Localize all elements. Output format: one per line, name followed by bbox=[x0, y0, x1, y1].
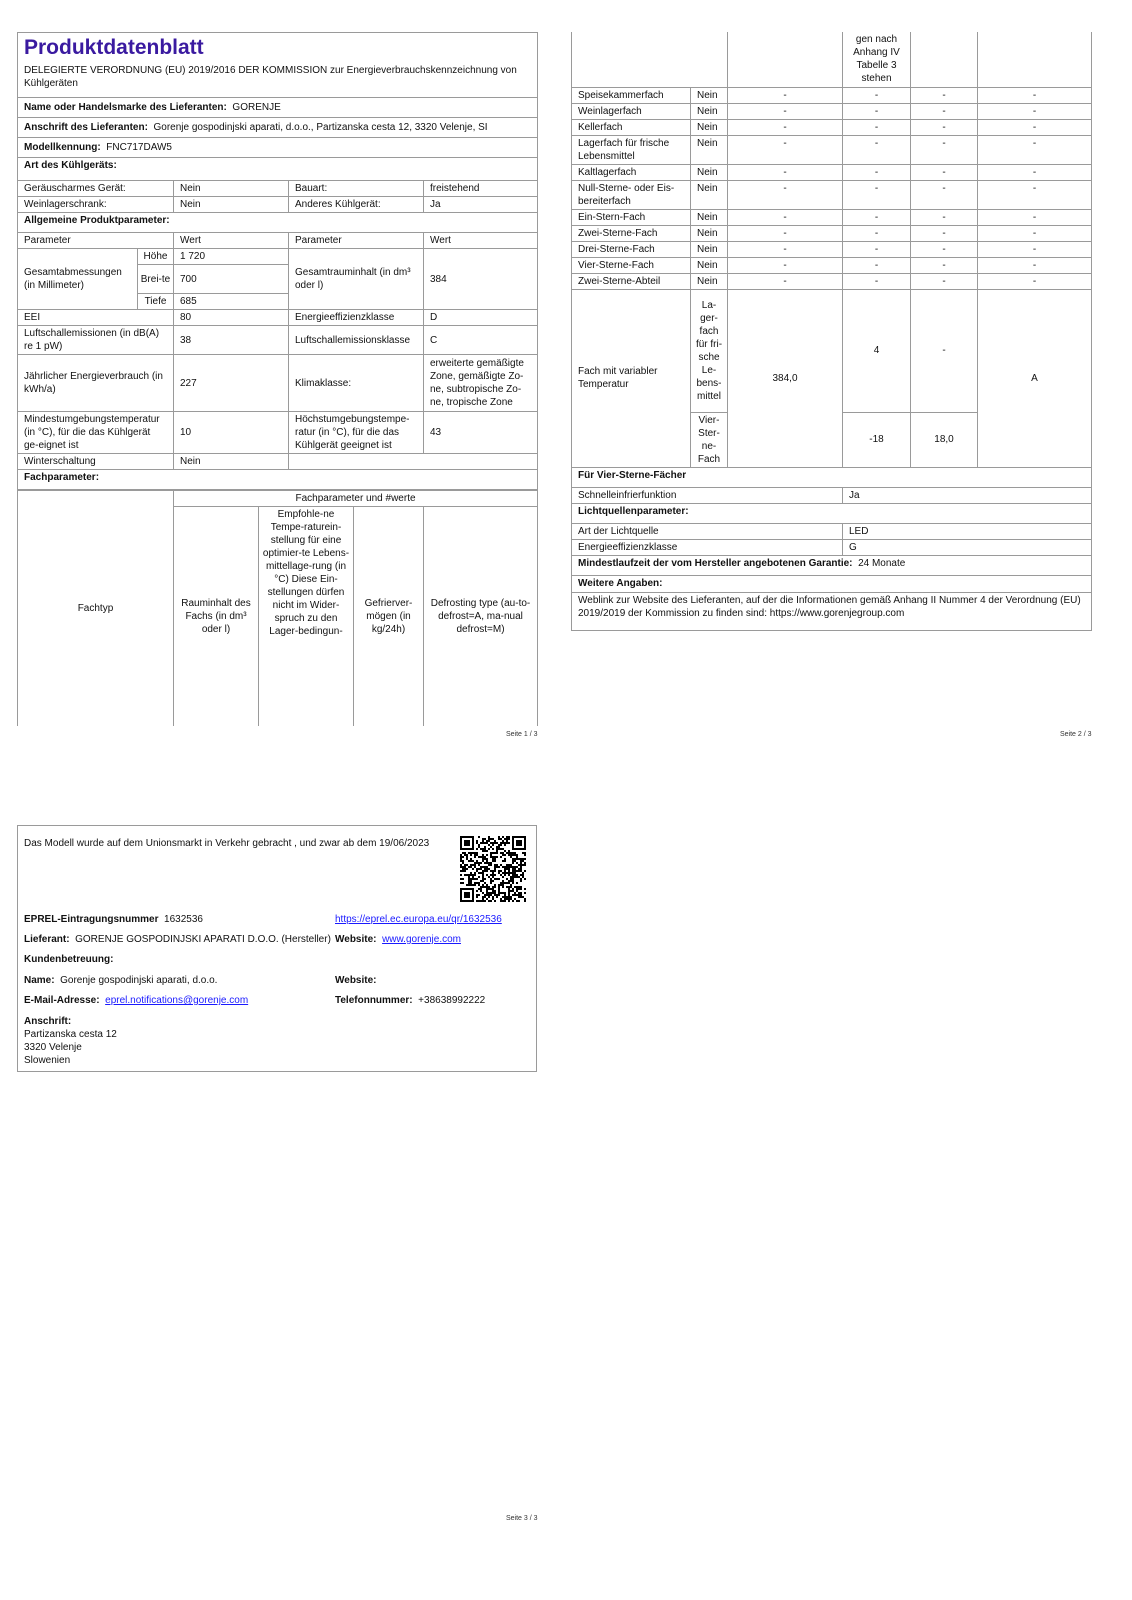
noise-value: 38 bbox=[174, 326, 289, 355]
section-compartment-params: Fachparameter: bbox=[18, 470, 538, 490]
fachtyp-header: Fachtyp bbox=[18, 491, 174, 726]
empty-cell bbox=[978, 32, 1092, 87]
climate-class-label: Klimaklasse: bbox=[289, 355, 424, 412]
website-link[interactable]: www.gorenje.com bbox=[382, 934, 461, 945]
cell-value: freistehend bbox=[424, 181, 538, 197]
compartment-volume: - bbox=[728, 180, 843, 209]
fast-freeze-value: Ja bbox=[843, 487, 1092, 503]
compartment-present: Nein bbox=[691, 164, 728, 180]
winter-switch-label: Winterschaltung bbox=[18, 454, 174, 470]
volume-header: Rauminhalt des Fachs (in dm³ oder l) bbox=[174, 507, 259, 726]
compartment-name: Speisekammerfach bbox=[572, 87, 691, 103]
mode1-temp: 4 bbox=[843, 289, 911, 412]
compartment-volume: - bbox=[728, 135, 843, 164]
mode-fresh-food: La-ger-fach für fri-sche Le-bens-mittel bbox=[691, 289, 728, 412]
page-number: Seite 1 / 3 bbox=[506, 731, 538, 738]
compartment-freezing: - bbox=[911, 119, 978, 135]
compartment-row bbox=[572, 103, 1092, 119]
recommended-temp-header-continued: gen nach Anhang IV Tabelle 3 stehen bbox=[843, 32, 911, 87]
cell-label: Bauart: bbox=[289, 181, 424, 197]
compartment-present: Nein bbox=[691, 273, 728, 289]
compartment-freezing: - bbox=[911, 257, 978, 273]
compartment-name: Zwei-Sterne-Abteil bbox=[572, 273, 691, 289]
compartment-defrost: - bbox=[978, 103, 1092, 119]
address-value: Gorenje gospodinjski aparati, d.o.o., Partizanska cesta 12, 3320 Velenje, SI bbox=[153, 122, 488, 133]
compartment-name: Vier-Sterne-Fach bbox=[572, 257, 691, 273]
eei-value: 80 bbox=[174, 310, 289, 326]
section-general-params: Allgemeine Produktparameter: bbox=[18, 213, 538, 233]
address-line: 3320 Velenje bbox=[24, 1042, 82, 1053]
light-type-value: LED bbox=[843, 523, 1092, 539]
eprel-value: 1632536 bbox=[164, 914, 203, 925]
eprel-link[interactable]: https://eprel.ec.europa.eu/qr/1632536 bbox=[335, 914, 502, 925]
empty-cell bbox=[572, 32, 728, 87]
column-header: Wert bbox=[174, 233, 289, 249]
product-datasheet-table bbox=[17, 32, 538, 490]
compartment-row bbox=[572, 273, 1092, 289]
compartment-freezing: - bbox=[911, 241, 978, 257]
page-3 bbox=[17, 825, 537, 1072]
market-date-text: Das Modell wurde auf dem Unionsmarkt in Verkehr gebracht , und zwar ab dem 19/06/2023 bbox=[24, 838, 430, 849]
cell-label: Weinlagerschrank: bbox=[18, 197, 174, 213]
compartment-defrost: - bbox=[978, 273, 1092, 289]
compartment-freezing: - bbox=[911, 87, 978, 103]
annual-energy-value: 227 bbox=[174, 355, 289, 412]
column-header: Parameter bbox=[18, 233, 174, 249]
warranty-label: Mindestlaufzeit der vom Hersteller angebotenen Garantie: bbox=[578, 557, 853, 569]
variable-volume-value: 384,0 bbox=[728, 289, 843, 467]
supplier-label: Lieferant: bbox=[24, 934, 70, 945]
mode2-temp: -18 bbox=[843, 412, 911, 467]
cell-value: Nein bbox=[174, 197, 289, 213]
compartment-row bbox=[572, 87, 1092, 103]
height-value: 1 720 bbox=[174, 249, 289, 265]
cell-label: Geräuscharmes Gerät: bbox=[18, 181, 174, 197]
compartment-name: Zwei-Sterne-Fach bbox=[572, 225, 691, 241]
compartment-name: Ein-Stern-Fach bbox=[572, 209, 691, 225]
compartment-volume: - bbox=[728, 209, 843, 225]
website-label: Website: bbox=[335, 934, 377, 945]
compartment-volume: - bbox=[728, 241, 843, 257]
section-four-star: Für Vier-Sterne-Fächer bbox=[572, 467, 1092, 487]
total-volume-value: 384 bbox=[424, 249, 538, 310]
compartment-name: Kellerfach bbox=[572, 119, 691, 135]
compartment-row bbox=[572, 119, 1092, 135]
address-label: Anschrift des Lieferanten: bbox=[24, 122, 148, 133]
compartment-row bbox=[572, 241, 1092, 257]
winter-switch-value: Nein bbox=[174, 454, 289, 470]
compartment-temp: - bbox=[843, 119, 911, 135]
column-header: Wert bbox=[424, 233, 538, 249]
page-1 bbox=[17, 32, 537, 726]
compartment-freezing: - bbox=[911, 135, 978, 164]
compartment-group-header: Fachparameter und #werte bbox=[174, 491, 538, 507]
compartment-freezing: - bbox=[911, 164, 978, 180]
compartment-present: Nein bbox=[691, 87, 728, 103]
max-temp-value: 43 bbox=[424, 412, 538, 454]
compartment-defrost: - bbox=[978, 164, 1092, 180]
compartment-freezing: - bbox=[911, 103, 978, 119]
compartment-table-header bbox=[17, 490, 538, 726]
email-link[interactable]: eprel.notifications@gorenje.com bbox=[105, 995, 249, 1006]
compartment-present: Nein bbox=[691, 119, 728, 135]
compartment-row bbox=[572, 135, 1092, 164]
noise-label: Luftschallemissionen (in dB(A) re 1 pW) bbox=[18, 326, 174, 355]
compartment-temp: - bbox=[843, 241, 911, 257]
compartment-present: Nein bbox=[691, 225, 728, 241]
compartment-volume: - bbox=[728, 225, 843, 241]
compartment-name: Weinlagerfach bbox=[572, 103, 691, 119]
warranty-value: 24 Monate bbox=[858, 557, 906, 569]
compartment-temp: - bbox=[843, 103, 911, 119]
compartment-present: Nein bbox=[691, 103, 728, 119]
light-class-value: G bbox=[843, 539, 1092, 555]
compartment-temp: - bbox=[843, 87, 911, 103]
section-light-source: Lichtquellenparameter: bbox=[572, 503, 1092, 523]
compartment-present: Nein bbox=[691, 180, 728, 209]
max-temp-label: Höchstumgebungstempe-ratur (in °C), für die das Kühlgerät geeignet ist bbox=[289, 412, 424, 454]
cell-value: Nein bbox=[174, 181, 289, 197]
compartment-volume: - bbox=[728, 273, 843, 289]
compartment-volume: - bbox=[728, 119, 843, 135]
light-class-label: Energieeffizienzklasse bbox=[572, 539, 843, 555]
warranty-row bbox=[572, 555, 1092, 575]
compartment-present: Nein bbox=[691, 209, 728, 225]
compartment-defrost: - bbox=[978, 119, 1092, 135]
compartment-temp: - bbox=[843, 257, 911, 273]
compartment-row bbox=[572, 164, 1092, 180]
compartment-defrost: - bbox=[978, 180, 1092, 209]
annual-energy-label: Jährlicher Energieverbrauch (in kWh/a) bbox=[18, 355, 174, 412]
supplier-value: GORENJE GOSPODINJSKI APARATI D.O.O. (Hersteller) bbox=[75, 934, 331, 945]
noise-class-label: Luftschallemissionsklasse bbox=[289, 326, 424, 355]
mode-four-star: Vier-Ster-ne-Fach bbox=[691, 412, 728, 467]
regulation-subtitle: DELEGIERTE VERORDNUNG (EU) 2019/2016 DER KOMMISSION zur Energieverbrauchskennzeichnung von Kühlgeräten bbox=[18, 63, 538, 98]
compartment-row bbox=[572, 257, 1092, 273]
compartment-freezing: - bbox=[911, 209, 978, 225]
mode1-freezing: - bbox=[911, 289, 978, 412]
depth-label: Tiefe bbox=[138, 294, 174, 310]
compartment-volume: - bbox=[728, 257, 843, 273]
compartment-volume: - bbox=[728, 103, 843, 119]
supplier-label: Name oder Handelsmarke des Lieferanten: bbox=[24, 102, 227, 113]
min-temp-label: Mindestumgebungstemperatur (in °C), für die das Kühlgerät ge-eignet ist bbox=[18, 412, 174, 454]
compartment-present: Nein bbox=[691, 241, 728, 257]
compartment-table bbox=[571, 32, 1092, 631]
phone-label: Telefonnummer: bbox=[335, 995, 413, 1006]
compartment-volume: - bbox=[728, 164, 843, 180]
compartment-present: Nein bbox=[691, 135, 728, 164]
compartment-defrost: - bbox=[978, 241, 1092, 257]
compartment-freezing: - bbox=[911, 180, 978, 209]
energy-class-value: D bbox=[424, 310, 538, 326]
empty-cell bbox=[728, 32, 843, 87]
address-line: Slowenien bbox=[24, 1055, 71, 1066]
min-temp-value: 10 bbox=[174, 412, 289, 454]
energy-class-label: Energieeffizienzklasse bbox=[289, 310, 424, 326]
page-title: Produktdatenblatt bbox=[24, 35, 204, 59]
fast-freeze-label: Schnelleinfrierfunktion bbox=[572, 487, 843, 503]
section-more-info: Weitere Angaben: bbox=[572, 575, 1092, 592]
supplier-value: GORENJE bbox=[232, 102, 281, 113]
supplier-name-row bbox=[18, 98, 538, 118]
supplier-address-row bbox=[18, 118, 538, 138]
compartment-row bbox=[572, 225, 1092, 241]
name-label: Name: bbox=[24, 975, 55, 986]
compartment-temp: - bbox=[843, 180, 911, 209]
compartment-defrost: - bbox=[978, 257, 1092, 273]
climate-class-value: erweiterte gemäßigte Zone, gemäßigte Zo-ne, subtropische Zo-ne, tropische Zone bbox=[424, 355, 538, 412]
dimensions-label: Gesamtabmessungen (in Millimeter) bbox=[18, 249, 138, 310]
light-type-label: Art der Lichtquelle bbox=[572, 523, 843, 539]
page-2 bbox=[571, 32, 1091, 631]
model-row bbox=[18, 138, 538, 158]
freezing-capacity-header: Gefrierver-mögen (in kg/24h) bbox=[354, 507, 424, 726]
empty-cell bbox=[289, 454, 538, 470]
variable-temp-compartment-label: Fach mit variabler Temperatur bbox=[572, 289, 691, 467]
compartment-defrost: - bbox=[978, 209, 1092, 225]
compartment-row bbox=[572, 180, 1092, 209]
empty-cell bbox=[911, 32, 978, 87]
height-label: Höhe bbox=[138, 249, 174, 265]
compartment-name: Lagerfach für frische Lebensmittel bbox=[572, 135, 691, 164]
variable-defrost-value: A bbox=[978, 289, 1092, 467]
page-number: Seite 3 / 3 bbox=[506, 1515, 538, 1522]
compartment-temp: - bbox=[843, 164, 911, 180]
compartment-temp: - bbox=[843, 135, 911, 164]
address-label: Anschrift: bbox=[24, 1016, 72, 1027]
compartment-name: Null-Sterne- oder Eis-bereiterfach bbox=[572, 180, 691, 209]
compartment-temp: - bbox=[843, 273, 911, 289]
eei-label: EEI bbox=[18, 310, 174, 326]
compartment-freezing: - bbox=[911, 225, 978, 241]
defrost-type-header: Defrosting type (au-to-defrost=A, ma-nual defrost=M) bbox=[424, 507, 538, 726]
eprel-label: EPREL-Eintragungsnummer bbox=[24, 914, 159, 925]
compartment-present: Nein bbox=[691, 257, 728, 273]
model-label: Modellkennung: bbox=[24, 142, 101, 153]
phone-value: +38638992222 bbox=[418, 995, 486, 1006]
width-value: 700 bbox=[174, 265, 289, 294]
compartment-freezing: - bbox=[911, 273, 978, 289]
qr-code[interactable] bbox=[460, 836, 526, 902]
compartment-defrost: - bbox=[978, 135, 1092, 164]
compartment-temp: - bbox=[843, 209, 911, 225]
section-appliance-type: Art des Kühlgeräts: bbox=[18, 158, 538, 181]
page-number: Seite 2 / 3 bbox=[1060, 731, 1092, 738]
cell-value: Ja bbox=[424, 197, 538, 213]
cell-label: Anderes Kühlgerät: bbox=[289, 197, 424, 213]
name-value: Gorenje gospodinjski aparati, d.o.o. bbox=[60, 975, 218, 986]
width-label: Brei-te bbox=[138, 265, 174, 294]
depth-value: 685 bbox=[174, 294, 289, 310]
model-value: FNC717DAW5 bbox=[106, 142, 172, 153]
service-website-label: Website: bbox=[335, 975, 377, 986]
customer-service-label: Kundenbetreuung: bbox=[24, 954, 114, 965]
recommended-temp-header: Empfohle-ne Tempe-raturein-stellung für eine optimier-te Lebens-mittellage-rung (in °C) Diese Ein-stellungen dürfen nicht im Wider-spruch zu den Lager-bedingun- bbox=[259, 507, 354, 726]
compartment-defrost: - bbox=[978, 87, 1092, 103]
compartment-name: Kaltlagerfach bbox=[572, 164, 691, 180]
compartment-temp: - bbox=[843, 225, 911, 241]
noise-class-value: C bbox=[424, 326, 538, 355]
compartment-volume: - bbox=[728, 87, 843, 103]
compartment-row bbox=[572, 209, 1092, 225]
email-label: E-Mail-Adresse: bbox=[24, 995, 100, 1006]
address-line: Partizanska cesta 12 bbox=[24, 1029, 117, 1040]
mode2-freezing: 18,0 bbox=[911, 412, 978, 467]
total-volume-label: Gesamtrauminhalt (in dm³ oder l) bbox=[289, 249, 424, 310]
weblink-text: Weblink zur Website des Lieferanten, auf der die Informationen gemäß Anhang II Nummer 4 der Verordnung (EU) 2019/2019 der Kommission zu finden sind: https://www.gorenjegroup.com bbox=[572, 592, 1092, 630]
column-header: Parameter bbox=[289, 233, 424, 249]
compartment-defrost: - bbox=[978, 225, 1092, 241]
compartment-name: Drei-Sterne-Fach bbox=[572, 241, 691, 257]
